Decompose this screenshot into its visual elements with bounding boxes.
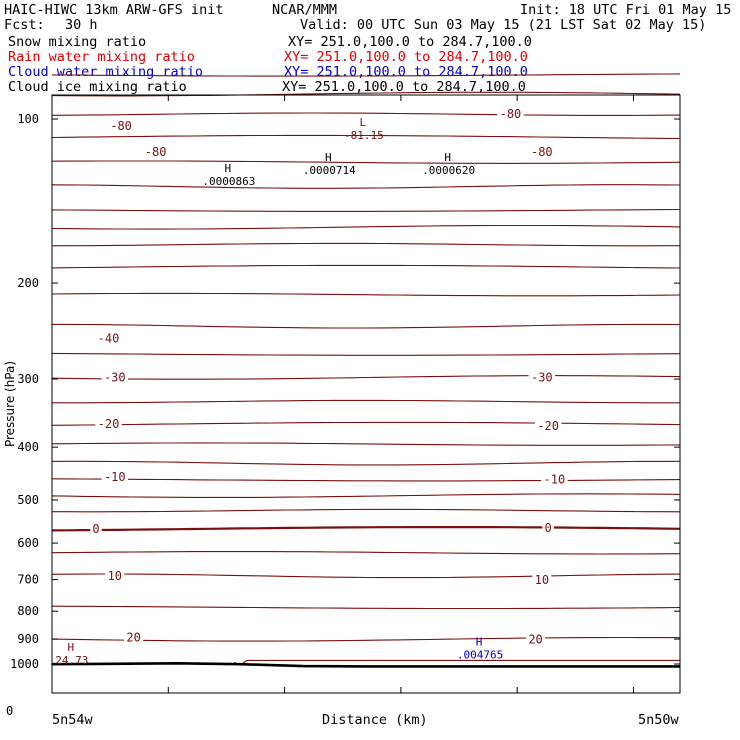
contour-label: -80: [530, 145, 553, 160]
extremum-marker: H: [224, 162, 232, 176]
forecast-label: Fcst:: [4, 17, 45, 33]
contour-label: -80: [110, 118, 132, 133]
extremum-value: .0000863: [202, 175, 256, 189]
x-origin-label: 0: [6, 704, 14, 718]
terrain-line: [52, 663, 680, 666]
contour-line: [52, 324, 680, 328]
field-label-cloud-ice: Cloud ice mixing ratio: [8, 79, 187, 95]
extremum-value: -81.15: [343, 129, 384, 143]
field-label-snow: Snow mixing ratio: [8, 34, 147, 50]
contour-line: [52, 443, 680, 445]
model-title: HAIC-HIWC 13km ARW-GFS init: [4, 2, 224, 18]
contour-label: 0: [92, 521, 100, 536]
y-tick-label: 500: [17, 492, 39, 507]
extrema-markers: [55, 116, 503, 667]
extremum-marker: H: [67, 640, 75, 654]
contour-label: -20: [97, 417, 120, 432]
contour-line: [52, 74, 680, 76]
contour-label: -10: [103, 470, 126, 485]
y-tick-label: 1000: [10, 657, 39, 671]
contour-label: 10: [107, 568, 123, 583]
contour-line: [52, 210, 680, 212]
field-xy-cloud-ice: XY= 251.0,100.0 to 284.7,100.0: [282, 79, 526, 95]
contour-line: [52, 353, 680, 355]
contour-line: [52, 479, 680, 481]
field-xy-snow: XY= 251.0,100.0 to 284.7,100.0: [288, 34, 532, 50]
contour-line: [52, 243, 680, 245]
y-tick-label: 800: [17, 604, 39, 619]
contour-line: [52, 161, 680, 163]
contour-line: [52, 494, 680, 498]
contour-label: -10: [543, 472, 566, 487]
y-tick-label: 600: [17, 536, 39, 551]
contour-line: [52, 185, 680, 189]
y-axis-title: Pressure (hPa): [3, 360, 17, 448]
contour-line: [52, 606, 680, 608]
contour-label: 20: [528, 632, 543, 647]
contour-line: [52, 293, 680, 295]
extremum-marker: L: [359, 116, 367, 130]
contour-label: -30: [103, 370, 126, 385]
extremum-marker: H: [325, 150, 332, 164]
y-tick-label: 900: [17, 632, 39, 647]
contour-line: [52, 574, 680, 578]
y-tick-label: 100: [17, 112, 39, 126]
contour-line: [52, 376, 680, 380]
contour-line: [52, 226, 680, 230]
contour-label: 10: [534, 572, 550, 587]
contour-lines: [52, 74, 680, 667]
forecast-hours: 30 h: [65, 17, 98, 33]
extremum-marker: H: [444, 150, 451, 164]
contour-line: [52, 509, 680, 511]
field-label-cloud-water: Cloud water mixing ratio: [8, 64, 204, 80]
extremum-value: .0000620: [422, 163, 476, 177]
contour-label: -20: [537, 419, 559, 434]
x-right-label: 5n50w: [638, 712, 679, 728]
contour-line: [52, 638, 680, 642]
extremum-value: 24.73: [55, 653, 89, 667]
field-label-rain: Rain water mixing ratio: [8, 49, 195, 65]
init-time: Init: 18 UTC Fri 01 May 15: [520, 2, 732, 18]
contour-label: 0: [544, 521, 552, 536]
x-left-label: 5n54w: [52, 712, 93, 728]
contour-line: [52, 265, 680, 268]
contour-line: [52, 461, 680, 465]
contour-label: -80: [499, 107, 522, 122]
contour-line: [52, 400, 680, 402]
valid-time: Valid: 00 UTC Sun 03 May 15 (21 LST Sat 02 May 15): [300, 17, 707, 33]
extremum-marker: H: [475, 635, 483, 649]
extremum-value: .0000714: [302, 163, 356, 177]
y-tick-label: 700: [17, 572, 39, 587]
contour-label: -80: [144, 145, 167, 160]
contour-label: -30: [530, 370, 553, 385]
y-tick-label: 200: [17, 276, 39, 291]
contour-line: [52, 552, 680, 554]
y-tick-label: 400: [17, 440, 39, 455]
contour-label: 20: [126, 630, 141, 645]
contour-line: [52, 422, 680, 425]
field-xy-rain: XY= 251.0,100.0 to 284.7,100.0: [284, 49, 528, 65]
center-label: NCAR/MMM: [272, 2, 338, 18]
extremum-value: .004765: [456, 648, 504, 662]
y-tick-label: 300: [17, 372, 39, 387]
contour-line: [52, 527, 680, 530]
x-axis-title: Distance (km): [322, 712, 428, 728]
contour-label: -40: [97, 331, 120, 346]
field-xy-cloud-water: XY= 251.0,100.0 to 284.7,100.0: [284, 64, 528, 80]
